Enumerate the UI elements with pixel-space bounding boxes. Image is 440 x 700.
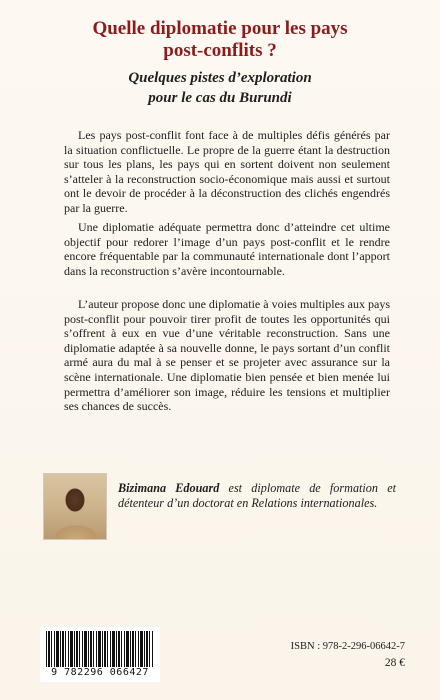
book-title — [40, 18, 400, 62]
price-label: 28 € — [384, 657, 405, 669]
subtitle-line-1: Quelques pistes d’exploration — [128, 70, 312, 86]
barcode-bars — [46, 631, 154, 667]
blurb-paragraph-3: L’auteur propose donc une diplomatie à voies multiples aux pays post-conflit pour pouvoir tirer profit de toutes les opportunités qui s’offrent à eux en vue d’une véritable reconstruction. Sans une diplomatie adaptée à sa nouvelle donne, le pays sortant d’un conflit armé aura du mal à se penser et se projeter avec assurance sur la scène internationale. Une diplomatie bien pensée et bien menée lui permettra d’améliorer son image, réduire les tensions et multiplier ses chances de succès. — [64, 297, 390, 414]
author-photo — [43, 473, 107, 540]
title-line-1: Quelle diplomatie pour les pays — [92, 18, 348, 39]
blurb-paragraph-2: Une diplomatie adéquate permettra donc d’atteindre cet ultime objectif pour redorer l’image d’un pays post-conflit et le rendre encore fréquentable par la communauté internationale dont l’apport dans la reconstruction s’avère incontournable. — [64, 220, 390, 278]
author-name: Bizimana Edouard — [118, 481, 220, 495]
barcode — [40, 627, 160, 682]
title-line-2: post-conflits ? — [163, 40, 277, 61]
blurb-paragraph-1: Les pays post-conflit font face à de multiples défis générés par la situation conflictuelle. Le propre de la guerre étant la destruction sur tous les plans, les pays qui en sortent doivent non seulement s’atteler à la reconstruction socio-économique mais aussi et surtout ont le devoir de procéder à la déconstruction des clichés engendrés par la guerre. — [64, 128, 390, 215]
author-bio-text: est diplomate de formation et détenteur d’un doctorat en Relations internationales. — [118, 481, 396, 510]
author-bio — [118, 481, 396, 511]
subtitle-line-2: pour le cas du Burundi — [148, 90, 292, 106]
book-subtitle — [40, 68, 400, 108]
barcode-digits: 9 782296 066427 — [51, 667, 149, 678]
isbn-label: ISBN : 978-2-296-06642-7 — [290, 641, 405, 652]
